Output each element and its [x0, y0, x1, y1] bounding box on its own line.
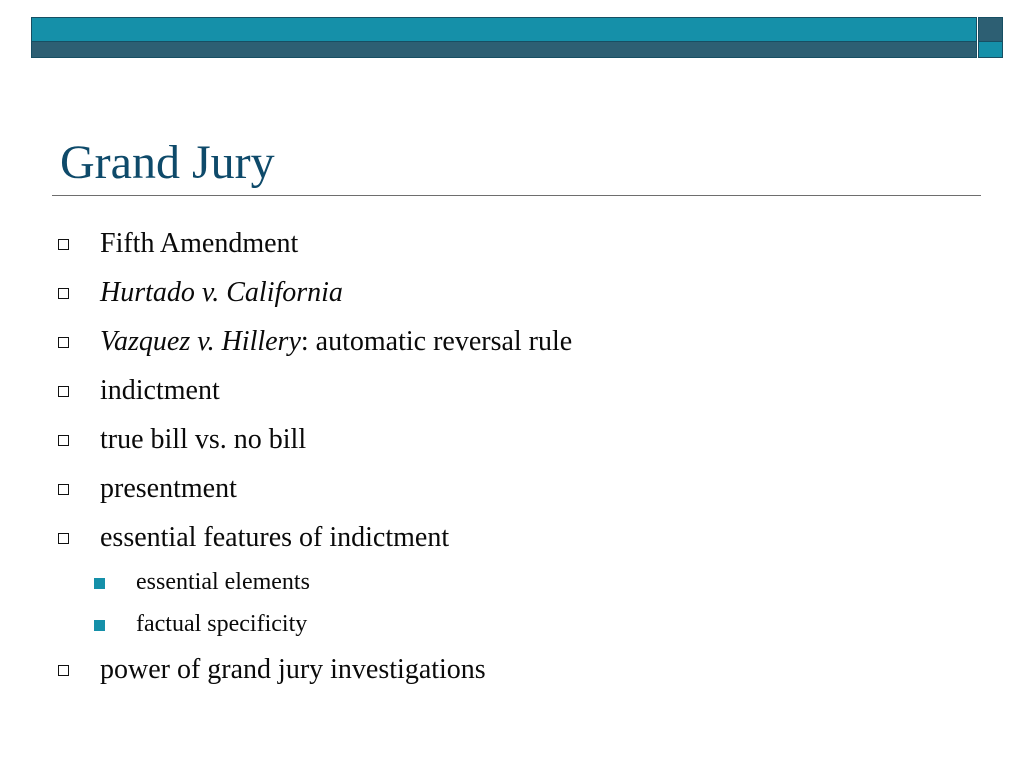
filled-square-icon	[94, 620, 105, 631]
bullet-item	[100, 653, 486, 687]
hollow-square-icon	[58, 239, 69, 250]
bullet-item	[100, 521, 449, 555]
bullet-text: Fifth Amendment	[100, 228, 299, 259]
bullet-item	[100, 374, 220, 408]
filled-square-icon	[94, 578, 105, 589]
hollow-square-icon	[58, 533, 69, 544]
bullet-text: power of grand jury investigations	[100, 654, 486, 685]
hollow-square-icon	[58, 288, 69, 299]
bullet-item	[100, 472, 237, 506]
slide-title: Grand Jury	[60, 136, 275, 189]
sub-bullet-item	[136, 567, 310, 597]
sub-bullet-text: factual specificity	[136, 611, 308, 637]
hollow-square-icon	[58, 484, 69, 495]
bullet-text: essential features of indictment	[100, 522, 450, 553]
sub-bullet-item	[136, 609, 307, 639]
bullet-item	[100, 325, 572, 359]
sub-bullet-text: essential elements	[136, 569, 310, 595]
bullet-case-name: Vazquez v. Hillery	[100, 326, 301, 357]
hollow-square-icon	[58, 386, 69, 397]
bullet-item	[100, 227, 298, 261]
bullet-item	[100, 423, 306, 457]
bullet-text: true bill vs. no bill	[100, 424, 307, 455]
bullet-text: : automatic reversal rule	[300, 326, 573, 357]
hollow-square-icon	[58, 337, 69, 348]
bullet-text: indictment	[100, 375, 220, 406]
bullet-text: presentment	[100, 473, 237, 504]
bullet-text: Hurtado v. California	[100, 277, 343, 308]
hollow-square-icon	[58, 435, 69, 446]
bullet-item	[100, 276, 343, 310]
hollow-square-icon	[58, 665, 69, 676]
